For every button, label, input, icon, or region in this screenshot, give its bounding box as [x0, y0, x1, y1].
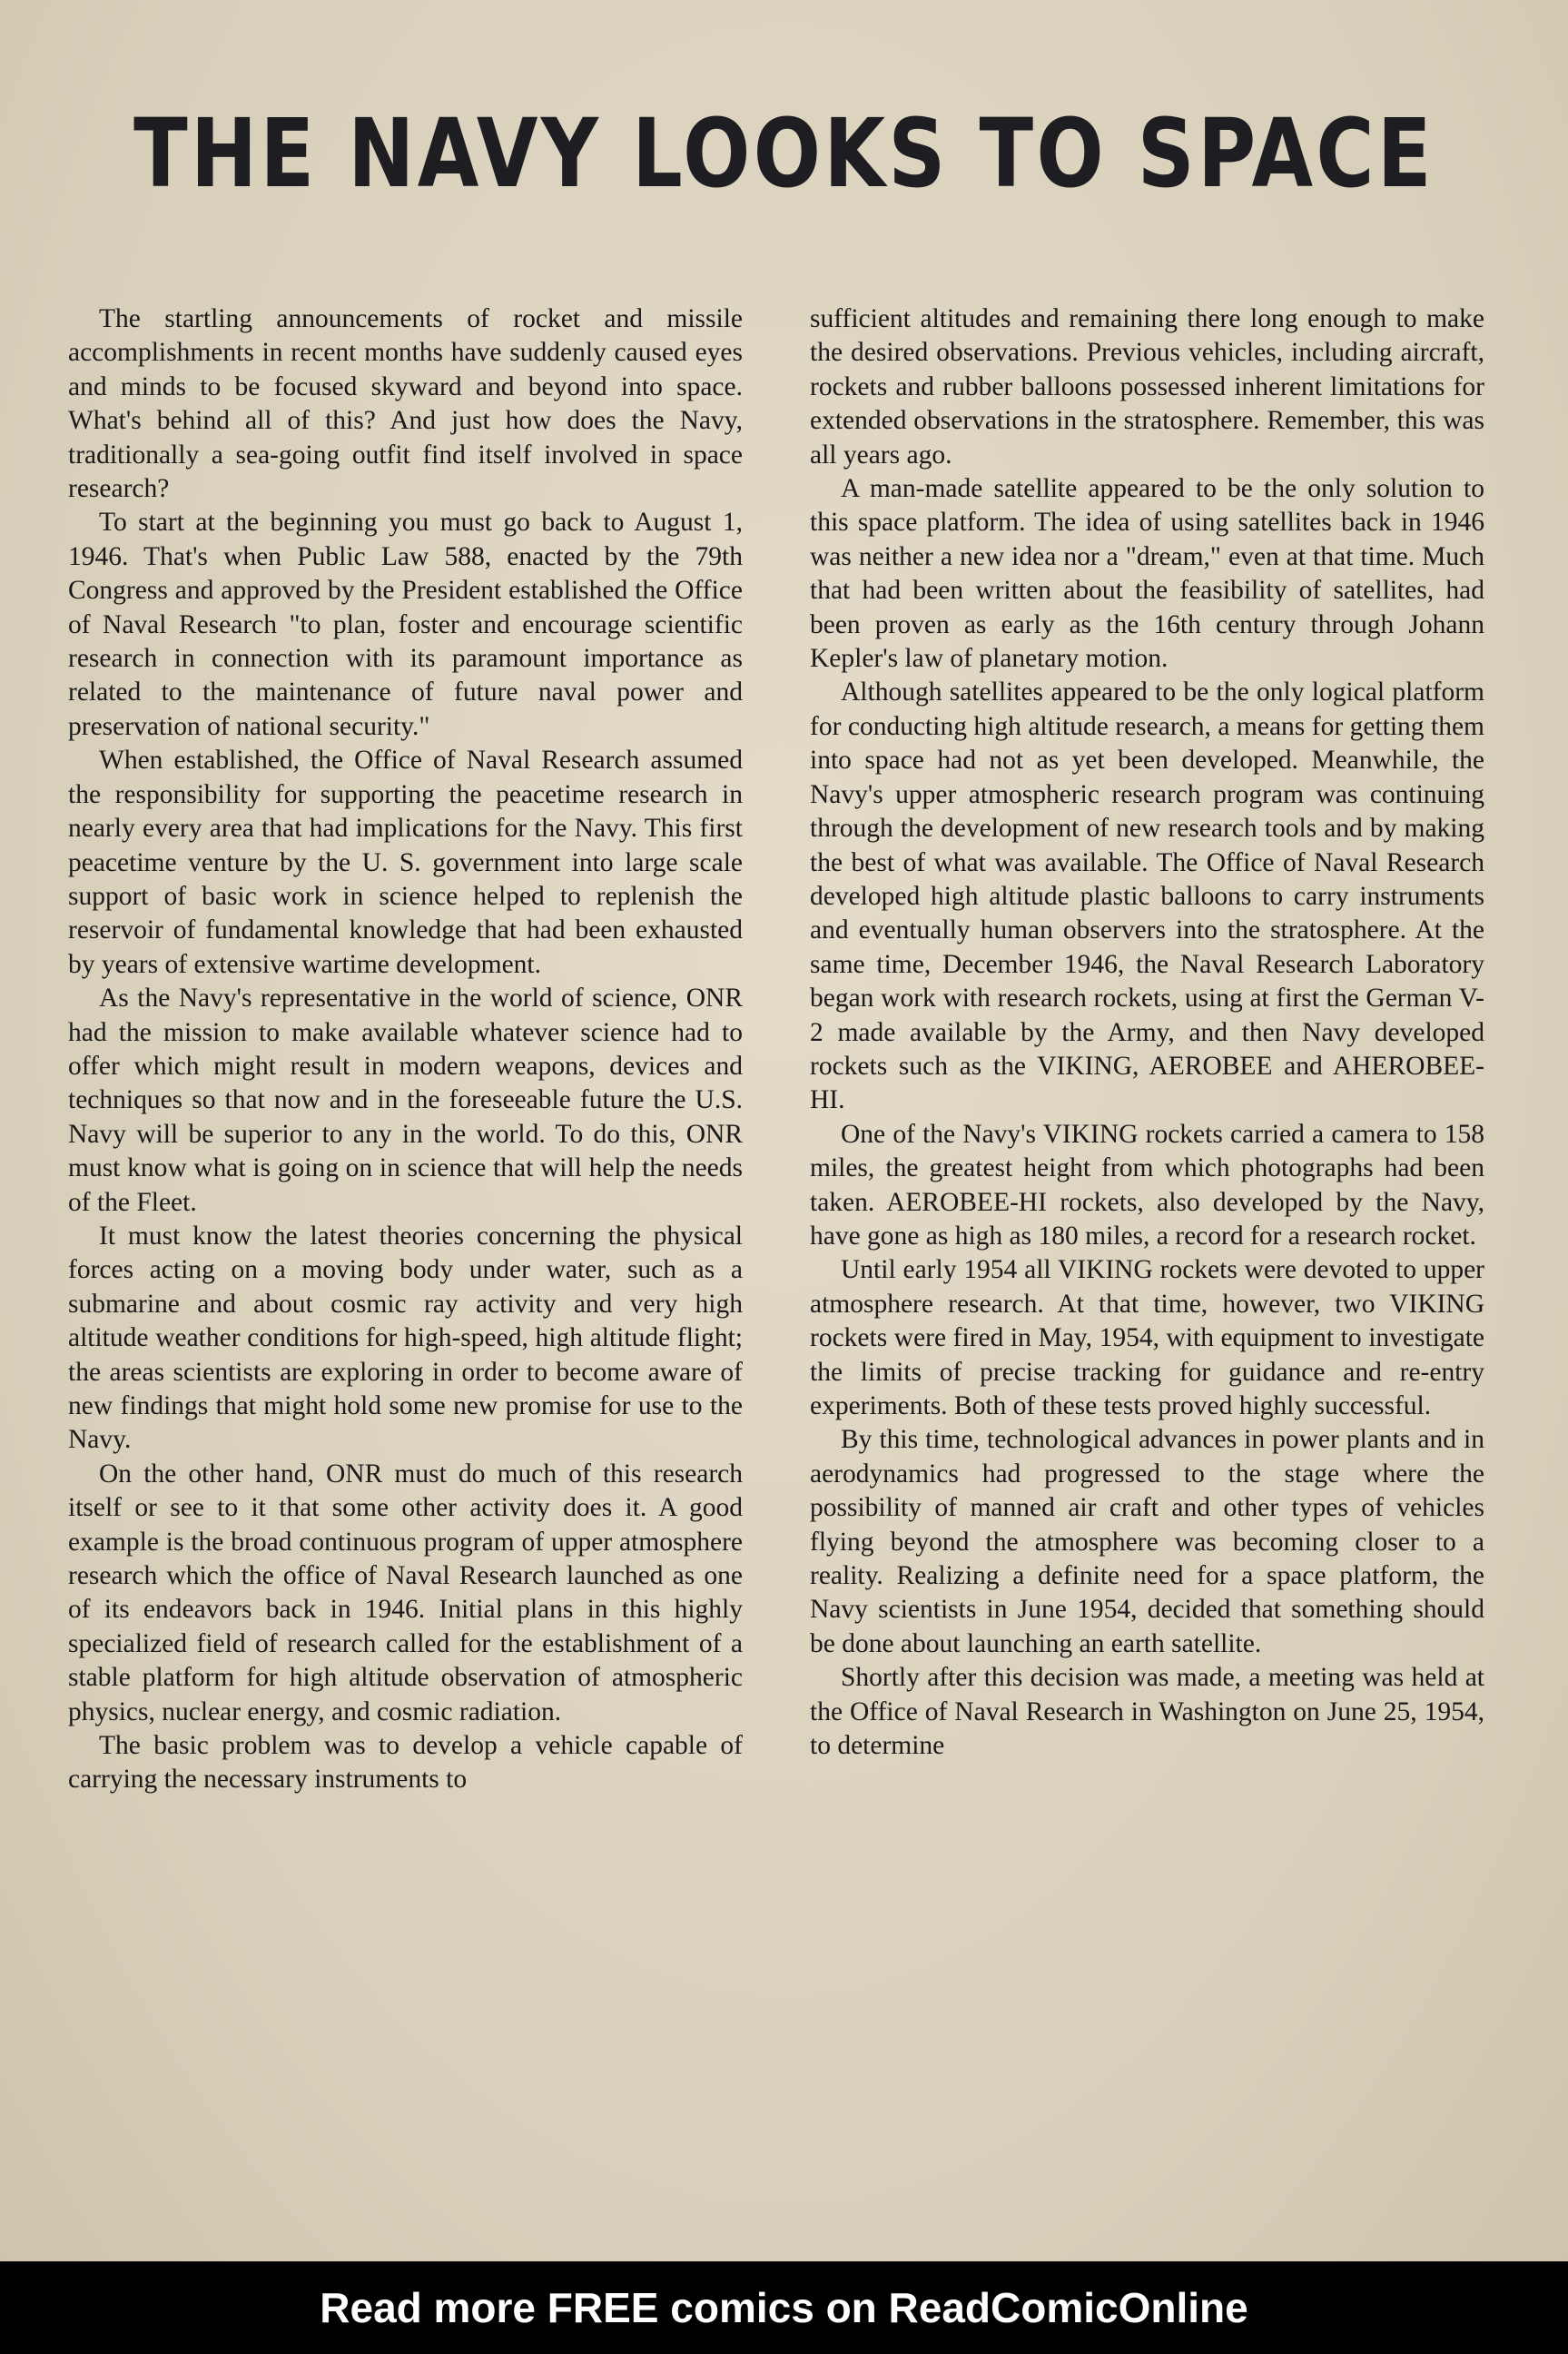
promo-banner-text[interactable]: Read more FREE comics on ReadComicOnline: [320, 2284, 1248, 2331]
paragraph: Shortly after this decision was made, a meeting was held at the Office of Naval Research in Washington on June 25, 1954, to determine: [810, 1663, 1484, 1761]
paragraph: By this time, technological advances in power plants and in aerodynamics had progressed to the stage where the possibility of manned air craft and other types of vehicles flying beyond the atmosphere was becoming closer to a reality. Realizing a definite need for a space platform, the Navy scientists in June 1954, decided that something should be done about launching an earth satellite.: [810, 1425, 1484, 1658]
paragraph: Although satellites appeared to be the only logical platform for conducting high altitude research, a means for getting them into space had not as yet been developed. Meanwhile, the Navy's upper atmospheric research program was continuing through the development of new research tools and by making the best of what was available. The Office of Naval Research developed high altitude plastic balloons to carry instruments and eventually human observers into the stratosphere. At the same time, December 1946, the Naval Research Laboratory began work with research rockets, using at first the German V-2 made available by the Army, and then Navy developed rockets such as the VIKING, AEROBEE and AHEROBEE-HI.: [810, 678, 1484, 1115]
paragraph: One of the Navy's VIKING rockets carried a camera to 158 miles, the greatest height from which photographs had been taken. AEROBEE-HI rockets, also developed by the Navy, have gone as high as 180 miles, a record for a research rocket.: [810, 1119, 1484, 1251]
paragraph: Until early 1954 all VIKING rockets were devoted to upper atmosphere research. At that time, however, two VIKING rockets were fired in May, 1954, with equipment to investigate the limits of precise tracking for guidance and re-entry experiments. Both of these tests proved highly successful.: [810, 1255, 1484, 1420]
right-column: [810, 302, 1484, 2187]
paragraph: The basic problem was to develop a vehicle capable of carrying the necessary instruments to: [68, 1731, 743, 1795]
paragraph-continuation: sufficient altitudes and remaining there long enough to make the desired observations. Previous vehicles, including aircraft, rockets and rubber balloons possessed inherent limitations for extended observations in the stratosphere. Remember, this was all years ago.: [810, 304, 1484, 470]
paragraph: As the Navy's representative in the world of science, ONR had the mission to make available whatever science had to offer which might result in modern weapons, devices and techniques so that now and in the foreseeable future the U.S. Navy will be superior to any in the world. To do this, ONR must know what is going on in science that will help the needs of the Fleet.: [68, 984, 743, 1217]
promo-banner[interactable]: [0, 2261, 1568, 2354]
paragraph: To start at the beginning you must go back to August 1, 1946. That's when Public Law 588, enacted by the 79th Congress and approved by the President established the Office of Naval Research "to plan, foster and encourage scientific research in connection with its paramount importance as related to the maintenance of future naval power and preservation of national security.": [68, 508, 743, 741]
paragraph: A man-made satellite appeared to be the only solution to this space platform. The idea of using satellites back in 1946 was neither a new idea nor a "dream," even at that time. Much that had been written about the feasibility of satellites, had been proven as early as the 16th century through Johann Kepler's law of planetary motion.: [810, 474, 1484, 674]
paragraph: The startling announcements of rocket and missile accomplishments in recent months have suddenly caused eyes and minds to be focused skyward and beyond into space. What's behind all of this? And just how does the Navy, traditionally a sea-going outfit find itself involved in space research?: [68, 304, 743, 504]
left-column: [68, 302, 743, 2187]
paragraph: On the other hand, ONR must do much of this research itself or see to it that some other activity does it. A good example is the broad continuous program of upper atmosphere research which the office of Naval Research launched as one of its endeavors back in 1946. Initial plans in this highly specialized field of research called for the establishment of a stable platform for high altitude observation of atmospheric physics, nuclear energy, and cosmic radiation.: [68, 1459, 743, 1726]
paragraph: When established, the Office of Naval Research assumed the responsibility for supporting the peacetime research in nearly every area that had implications for the Navy. This first peacetime venture by the U. S. government into large scale support of basic work in science helped to replenish the reservoir of fundamental knowledge that had been exhausted by years of extensive wartime development.: [68, 746, 743, 979]
paragraph: It must know the latest theories concerning the physical forces acting on a moving body under water, such as a submarine and about cosmic ray activity and very high altitude weather conditions for high-speed, high altitude flight; the areas scientists are exploring in order to become aware of new findings that might hold some new promise for use to the Navy.: [68, 1221, 743, 1455]
article-title: THE NAVY LOOKS TO SPACE: [133, 98, 1435, 209]
article-body: [68, 302, 1484, 2187]
